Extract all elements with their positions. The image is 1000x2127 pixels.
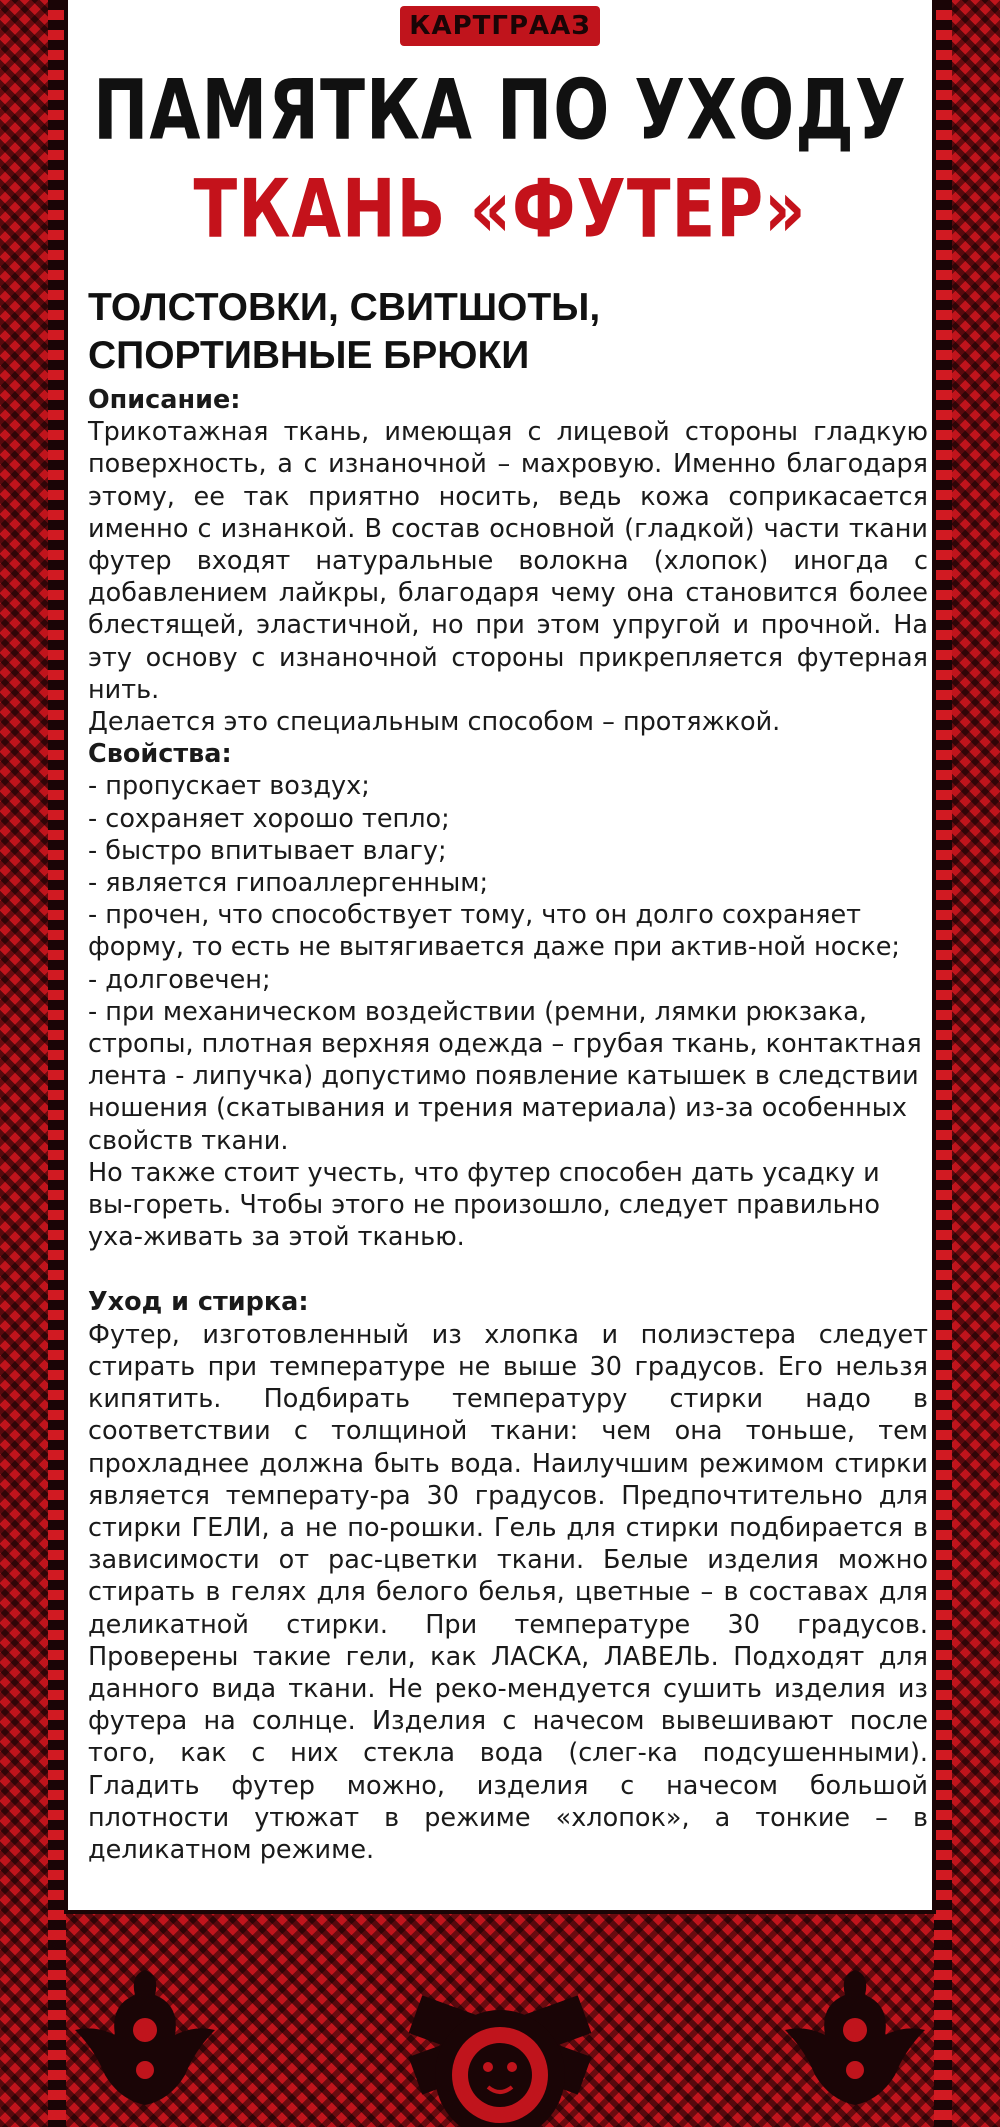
- care-heading: Уход и стирка:: [88, 1287, 309, 1318]
- property-item: - сохраняет хорошо тепло;: [88, 803, 450, 834]
- product-types: [88, 284, 908, 380]
- property-item: - пропускает воздух;: [88, 771, 370, 802]
- property-item: - прочен, что способствует тому, что он долго сохраняет форму, то есть не вытягивается даже при актив-ной носке;: [88, 900, 901, 963]
- product-types-line-2: СПОРТИВНЫЕ БРЮКИ: [88, 334, 530, 377]
- care-text: Футер, изготовленный из хлопка и полиэстера следует стирать при температуре не выше 30 градусов. Его нельзя кипятить. Подбирать температуру стирки надо в соответствии с толщиной ткани: чем она тоньше, тем прохладнее должна быть вода. Наилучшим режимом стирки является температу-ра 30 градусов. Предпочтительно для стирки ГЕЛИ, а не по-рошки. Гель для стирки подбирается в зависимости от рас-цветки ткани. Белые изделия можно стирать в гелях для белого белья, цветные – в составах для деликатной стирки. При температуре 30 градусов. Проверены такие гели, как ЛАСКА, ЛАВЕЛЬ. Подходят для данного вида ткани. Не реко-мендуется сушить изделия из футера на солнце. Изделия с начесом вывешивают после того, как с них стекла вода (слег-ка подсушенными). Гладить футер можно, изделия с начесом большой плотности утюжат в режиме «хлопок», а тонкие – в деликатном режиме.: [88, 1319, 928, 1865]
- firebird-ornament-right-icon: [780, 1960, 930, 2120]
- firebird-ornament-left-icon: [70, 1960, 220, 2120]
- property-item: - при механическом воздействии (ремни, лямки рюкзака, стропы, плотная верхняя одежда – грубая ткань, контактная лента - липучка) допустимо появление катышек в следствии ношения (скатывания и трения материала) из-за особенных свойств ткани.: [88, 996, 922, 1156]
- properties-note: Но также стоит учесть, что футер способен дать усадку и вы-гореть. Чтобы этого не произошло, следует правильно уха-живать за этой тканью.: [88, 1157, 880, 1253]
- description-heading: Описание:: [88, 385, 241, 415]
- sun-ornament-icon: [400, 1985, 600, 2127]
- property-item: - быстро впитывает влагу;: [88, 835, 447, 866]
- brand-logo: КАРТГРААЗ: [400, 6, 600, 46]
- properties-heading: Свойства:: [88, 739, 232, 770]
- description-text: Трикотажная ткань, имеющая с лицевой стороны гладкую поверхность, а с изнаночной – махровую. Именно благодаря этому, ее так приятно носить, ведь кожа соприкасается именно с изнанкой. В состав основной (гладкой) части ткани футер входят натуральные волокна (хлопок) иногда с добавлением лайкры, благодаря чему она становится более блестящей, эластичной, но при этом упругой и прочной. На эту основу с изнаночной стороны прикрепляется футерная нить.: [88, 417, 928, 705]
- property-item: - долговечен;: [88, 964, 271, 995]
- description-method: Делается это специальным способом – протяжкой.: [88, 707, 781, 738]
- property-item: - является гипоаллергенным;: [88, 868, 489, 899]
- product-types-line-1: ТОЛСТОВКИ, СВИТШОТЫ,: [88, 286, 601, 329]
- care-instructions: [88, 384, 928, 1866]
- frame-border-left: [48, 0, 66, 2127]
- frame-border-right: [934, 0, 952, 2127]
- page-title: ПАМЯТКА ПО УХОДУ: [93, 62, 907, 159]
- fabric-title: ТКАНЬ «ФУТЕР»: [193, 164, 807, 257]
